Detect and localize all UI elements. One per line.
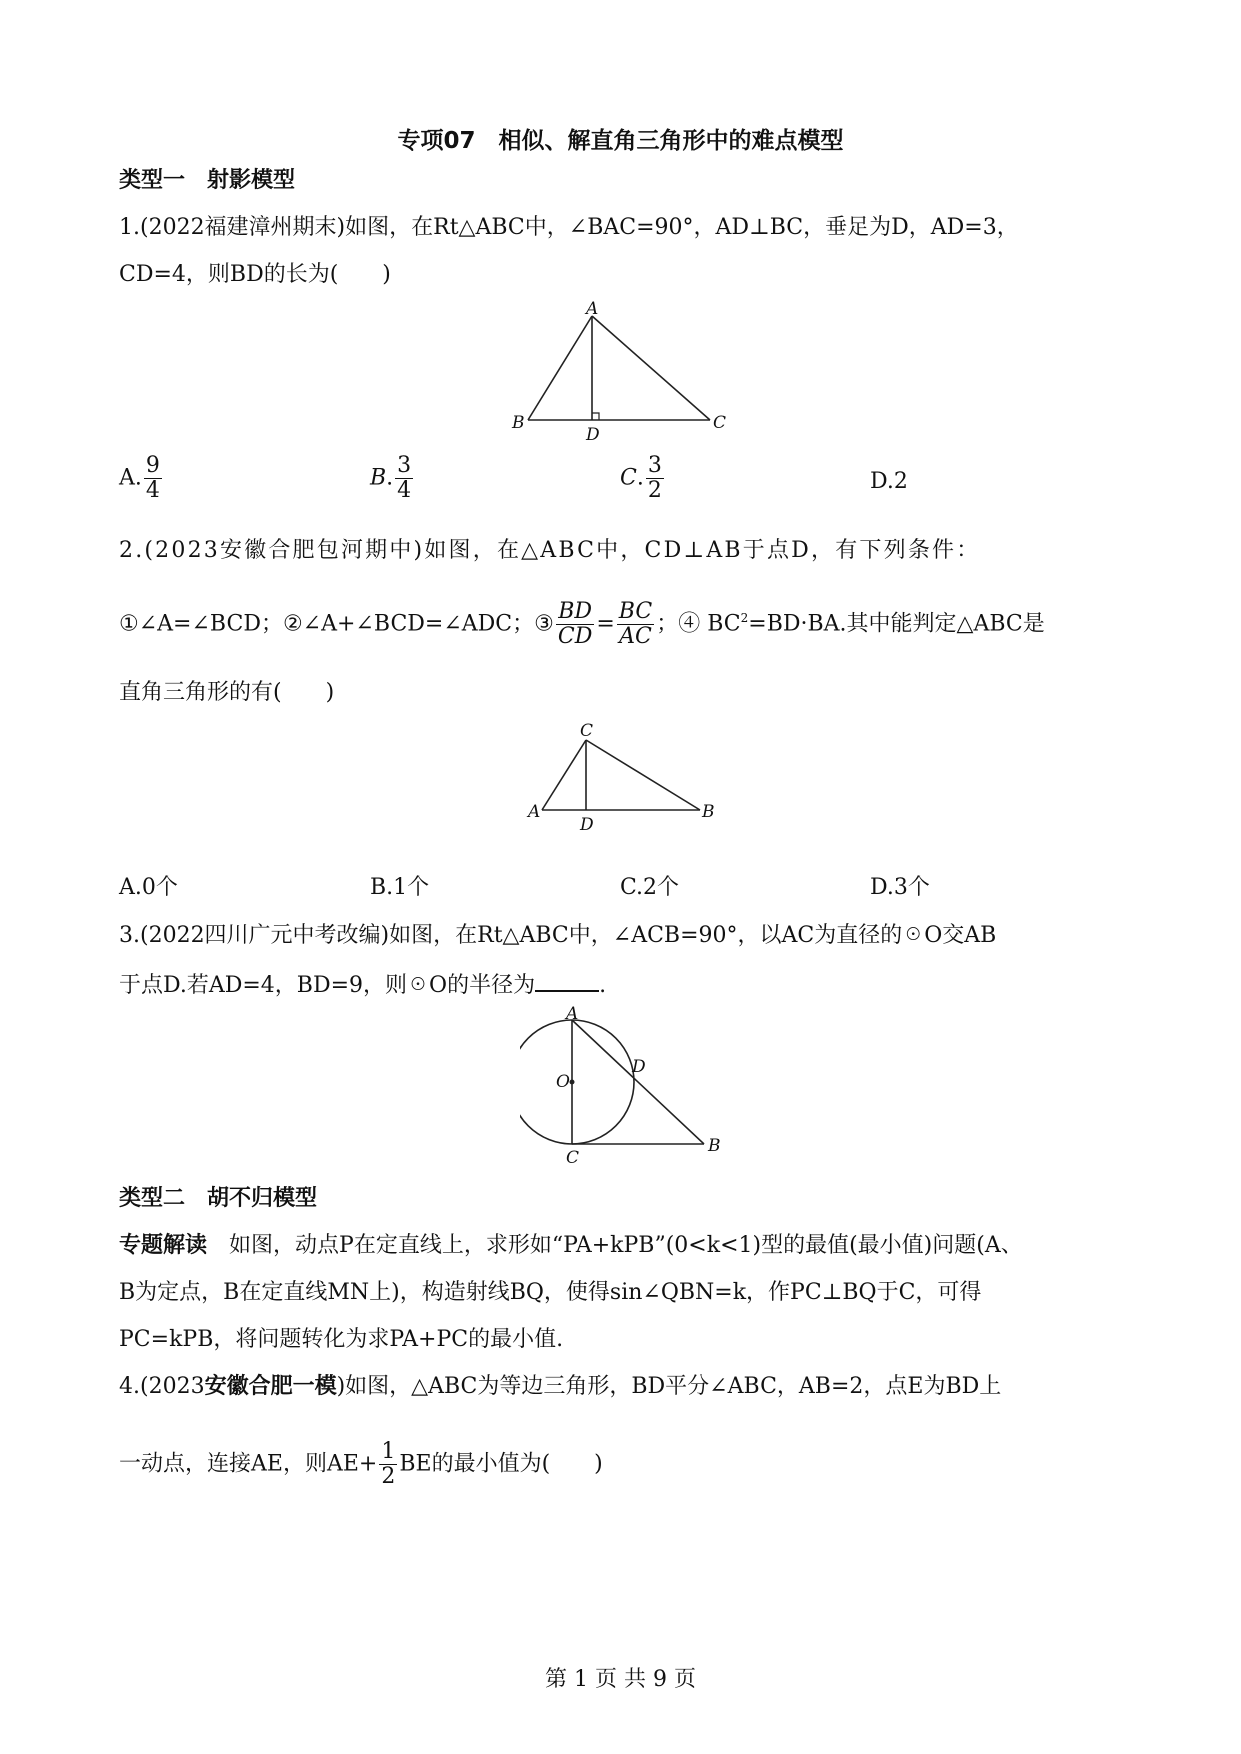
- q1-option-a-fraction: [144, 454, 162, 503]
- q2-superscript: 2: [740, 611, 749, 626]
- q4-frac-num: 1: [381, 1439, 396, 1464]
- q1-option-c-label: C: [620, 465, 637, 491]
- q1-label-d: D: [586, 425, 600, 445]
- q2-frac2-den: AC: [619, 624, 652, 649]
- q1-figure: [500, 300, 740, 445]
- q1-segment-ab: [528, 316, 592, 420]
- q1-right-angle-mark: [592, 413, 599, 420]
- q4-source: 安徽合肥一模: [204, 1374, 337, 1399]
- q3-circle-o: [520, 1020, 634, 1144]
- q1-option-a-den: 4: [145, 478, 160, 503]
- q2-segment-ac: [542, 740, 586, 810]
- q1-option-a: [119, 454, 164, 503]
- q2-label-c: C: [580, 721, 594, 741]
- q3-figure: [520, 1005, 740, 1170]
- q2-segment-bc: [586, 740, 700, 810]
- q1-option-c: [620, 454, 666, 503]
- q1-option-c-fraction: [646, 454, 664, 503]
- q2-frac1-den: CD: [557, 624, 593, 649]
- q2-option-b: B.1个: [370, 875, 430, 900]
- q3-segment-ab: [572, 1020, 704, 1144]
- section-heading-2: 类型二 胡不归模型: [119, 1186, 318, 1211]
- q2-fraction-bc-ac: [617, 600, 654, 649]
- q2-equals: =: [596, 611, 615, 637]
- q1-segment-ac: [592, 316, 710, 420]
- q3-label-b: B: [708, 1136, 721, 1156]
- q2-line1: 2.(2023安徽合肥包河期中)如图，在△ABC中，CD⊥AB于点D，有下列条件：: [119, 538, 981, 563]
- q4-line1-text: )如图，△ABC为等边三角形，BD平分∠ABC，AB=2，点E为BD上: [336, 1374, 1002, 1399]
- q2-frac2-num: BC: [618, 599, 653, 624]
- q2-line3: 直角三角形的有( ): [119, 680, 335, 705]
- q4-fraction-half: [379, 1440, 397, 1489]
- q2-frac1-num: BD: [556, 600, 594, 625]
- q3-label-d: D: [632, 1057, 646, 1077]
- q3-center-dot: [570, 1080, 575, 1085]
- q1-option-b-fraction: [395, 454, 413, 503]
- explain-line2: B为定点，B在定直线MN上)，构造射线BQ，使得sin∠QBN=k，作PC⊥BQ于C，可得: [119, 1280, 982, 1305]
- q4-line2: [119, 1440, 603, 1489]
- q1-label-c: C: [713, 413, 727, 433]
- q3-line2-text: 于点D.若AD=4，BD=9，则☉O的半径为: [119, 973, 536, 998]
- q1-option-b-den: 4: [397, 478, 412, 503]
- q1-line2: CD=4，则BD的长为( ): [119, 262, 391, 287]
- q2-conditions-start: ①∠A=∠BCD；②∠A+∠BCD=∠ADC；③: [119, 611, 554, 637]
- q3-line2-end: .: [599, 973, 607, 998]
- q3-line2: [119, 968, 606, 1001]
- q3-answer-blank: [535, 968, 599, 992]
- q3-line1: 3.(2022四川广元中考改编)如图，在Rt△ABC中，∠ACB=90°，以AC为直径的☉O交AB: [119, 923, 997, 948]
- q2-label-d: D: [580, 815, 594, 835]
- q3-label-c: C: [566, 1148, 580, 1168]
- q2-figure: [520, 720, 730, 840]
- q1-option-a-num: 9: [145, 453, 160, 478]
- q1-label-b: B: [512, 413, 525, 433]
- q2-option-d: D.3个: [870, 875, 930, 900]
- explain-label: 专题解读: [119, 1233, 208, 1258]
- q1-option-b: [370, 454, 415, 503]
- q1-option-b-dot: .: [386, 465, 394, 491]
- q1-option-c-dot: .: [636, 465, 644, 491]
- page-title: 专项07 相似、解直角三角形中的难点模型: [397, 128, 844, 154]
- explain-line1: [119, 1231, 1023, 1261]
- q2-label-a: A: [528, 802, 541, 822]
- q2-option-c: C.2个: [620, 875, 680, 900]
- q2-option-a: A.0个: [119, 875, 178, 900]
- q4-line2-end: BE的最小值为( ): [399, 1451, 603, 1477]
- q2-label-b: B: [702, 802, 715, 822]
- q4-line1: [119, 1372, 1001, 1402]
- q1-label-a: A: [586, 300, 599, 319]
- page-footer: 第 1 页 共 9 页: [545, 1667, 696, 1692]
- q3-label-a: A: [566, 1005, 579, 1024]
- q2-conditions-end: =BD·BA.其中能判定△ABC是: [748, 611, 1045, 637]
- q1-option-b-num: 3: [397, 453, 412, 478]
- q2-conditions-mid: ；④ BC: [656, 611, 741, 637]
- q1-option-d: D.2: [870, 469, 908, 494]
- q1-line1: 1.(2022福建漳州期末)如图，在Rt△ABC中，∠BAC=90°，AD⊥BC，垂足为D，AD=3，: [119, 215, 1019, 240]
- explain-line3: PC=kPB，将问题转化为求PA+PC的最小值.: [119, 1327, 564, 1352]
- q1-option-c-num: 3: [647, 453, 662, 478]
- section-heading-1: 类型一 射影模型: [119, 168, 296, 193]
- explain-line1-text: 如图，动点P在定直线上，求形如“PA+kPB”(0<k<1)型的最值(最小值)问题(A、: [207, 1233, 1023, 1258]
- q1-option-a-label: A.: [119, 465, 142, 491]
- q2-line2: [119, 600, 1045, 649]
- q2-fraction-bd-cd: [556, 600, 594, 649]
- q1-option-c-den: 2: [647, 478, 662, 503]
- q1-option-b-label: B: [370, 465, 387, 491]
- q4-frac-den: 2: [381, 1464, 396, 1489]
- q3-label-o: O: [556, 1072, 570, 1092]
- q4-prefix: 4.(2023: [119, 1374, 205, 1399]
- q4-line2-start: 一动点，连接AE，则AE+: [119, 1451, 378, 1477]
